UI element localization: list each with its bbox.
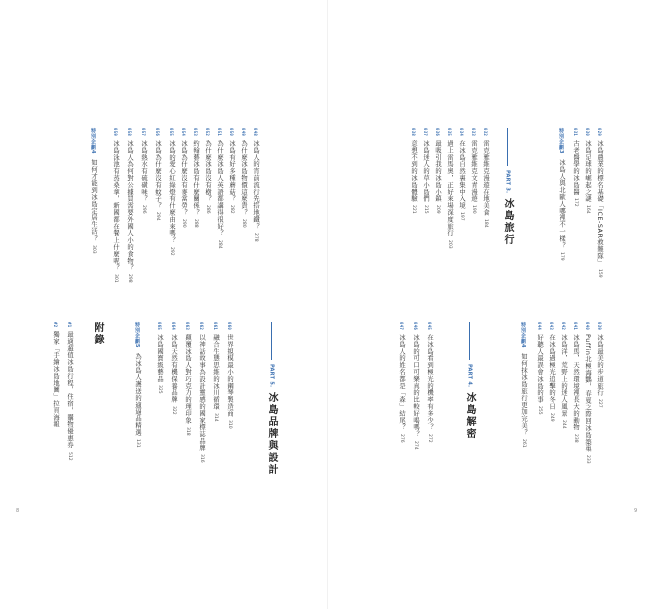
entry-number: 064	[171, 322, 176, 331]
toc-entry[interactable]	[180, 128, 187, 228]
entry-number: 032	[483, 128, 488, 137]
entry-page: 288	[193, 219, 198, 228]
entry-page: 303	[91, 244, 96, 254]
toc-entry[interactable]	[572, 128, 579, 207]
entry-title: 冰島最美的步道旅行	[596, 334, 603, 397]
part-header	[264, 322, 279, 476]
entry-page: 316	[199, 454, 204, 464]
entry-page: 209	[435, 205, 440, 214]
entry-title: 意想不到的冰島體驗	[410, 140, 417, 203]
entry-page: 318	[185, 426, 190, 436]
entry-title: 冰島為什麼沒有蚊子？	[154, 140, 161, 210]
page-gutter	[327, 0, 328, 609]
entry-page: 282	[229, 205, 234, 214]
part-title: 冰島解密	[464, 392, 475, 441]
entry-number: 052	[205, 128, 210, 137]
toc-entry[interactable]	[192, 128, 199, 228]
toc-entry[interactable]	[228, 128, 235, 214]
entry-number: 058	[127, 128, 132, 137]
entry-title: 冰島熱水有硫磺味？	[140, 140, 147, 203]
entry-page: 325	[157, 385, 162, 395]
toc-entry[interactable]	[198, 322, 205, 463]
toc-entry[interactable]	[422, 128, 429, 214]
part-label: PART 3.	[504, 170, 511, 194]
entry-title: 為什麼冰島人英語都講得很好？	[216, 140, 223, 237]
entry-title: 冰島農業的標名基礎「ICE-SAR救難隊」	[596, 140, 603, 267]
toc-entry[interactable]	[560, 322, 567, 429]
toc-entry[interactable]	[204, 128, 211, 214]
entry-number: 038	[411, 128, 416, 137]
part-rule	[507, 128, 508, 166]
entry-title: 冰島人為何對公據買需要外國人小的食物？	[126, 140, 133, 272]
toc-special-entry[interactable]	[90, 128, 97, 253]
entry-number: #2	[53, 322, 58, 328]
entry-title: 冰島為什麼沒有麥當勞？	[180, 140, 187, 217]
entry-title: 冰島天然有機保養品牌	[170, 334, 177, 404]
entry-title: 獨家「手繪冰島地圖」拉頁海報	[52, 331, 59, 429]
entry-number: 048	[253, 128, 258, 137]
entry-number: 029	[597, 128, 602, 137]
entry-number: 030	[585, 128, 590, 137]
entry-title: 雷克雅維克漫遊在地美食	[482, 140, 489, 217]
toc-entry[interactable]	[170, 322, 177, 415]
entry-number: 046	[413, 322, 418, 331]
part-title: 冰島品牌與設計	[266, 392, 277, 477]
toc-special-entry[interactable]	[558, 128, 565, 260]
entry-number: 060	[227, 322, 232, 331]
entry-page: 301	[113, 274, 118, 283]
entry-title: 如何才能到冰島定居生活？	[90, 158, 97, 242]
toc-entry[interactable]	[398, 322, 405, 442]
entry-number: 051	[217, 128, 222, 137]
entry-title: 冰島人的宵前流行先搭地鐵？	[252, 140, 259, 230]
entry-title: 最吸引我的冰島小鎮	[434, 140, 441, 203]
entry-title: 過上雷馬奧，正好來場深度旅行	[446, 140, 453, 237]
entry-number: 034	[459, 128, 464, 137]
toc-entry[interactable]	[584, 128, 591, 214]
part-header	[500, 128, 515, 246]
entry-number: 056	[155, 128, 160, 137]
entry-title: Puffin北極海鸚，春夏之際回冰島築巢	[584, 334, 591, 453]
toc-entry[interactable]	[154, 128, 161, 221]
appendix-title: 附錄	[92, 322, 103, 346]
entry-number: 057	[141, 128, 146, 137]
toc-entry[interactable]	[482, 128, 489, 228]
toc-entry[interactable]	[536, 322, 543, 415]
entry-page: 512	[67, 451, 72, 461]
special-label: 特別企劃5	[134, 322, 140, 348]
toc-entry[interactable]	[434, 128, 441, 214]
toc-entry[interactable]	[252, 128, 259, 241]
toc-entry[interactable]	[410, 128, 417, 214]
entry-number: 035	[447, 128, 452, 137]
entry-title: 為什麼冰島物價這麼貴？	[240, 140, 247, 217]
entry-page: 280	[241, 219, 246, 228]
appendix-entry[interactable]	[66, 322, 73, 460]
entry-title: 冰島的愛心紅綠燈有什麼由來嗎？	[168, 140, 175, 244]
toc-entry[interactable]	[240, 128, 247, 228]
entry-page: 296	[141, 205, 146, 214]
entry-page: 286	[205, 205, 210, 214]
toc-entry[interactable]	[184, 322, 191, 435]
entry-page: 164	[585, 205, 590, 214]
entry-title: 最適超值冰島行程，住宿，購物優惠券	[66, 331, 73, 449]
entry-number: 047	[399, 322, 404, 331]
page-number-left: 8	[16, 508, 20, 514]
toc-entry[interactable]	[548, 322, 555, 422]
entry-title: 冰島迷人的草小島們	[422, 140, 429, 203]
toc-entry[interactable]	[584, 322, 591, 464]
entry-title: 冰島國寶級藝品	[156, 334, 163, 383]
entry-number: 061	[213, 322, 218, 331]
entry-number: 053	[193, 128, 198, 137]
entry-page: 276	[399, 433, 404, 443]
entry-title: 好聽人最誤會冰島的事	[536, 334, 543, 404]
toc-entry[interactable]	[470, 128, 477, 214]
entry-title: 融合生態思維的冰川循環	[212, 334, 219, 411]
special-label: 特別企劃3	[558, 128, 564, 154]
entry-page: 227	[597, 399, 602, 408]
entry-page: 131	[135, 438, 140, 448]
appendix-header	[90, 322, 105, 346]
entry-number: 065	[157, 322, 162, 331]
entry-number: 039	[597, 322, 602, 331]
entry-page: 203	[447, 239, 452, 249]
entry-number: 036	[435, 128, 440, 137]
entry-page: 322	[171, 406, 176, 415]
entry-number: 033	[471, 128, 476, 137]
toc-entry[interactable]	[596, 128, 603, 278]
entry-page: 278	[253, 232, 258, 242]
toc-entry[interactable]	[168, 128, 175, 255]
entry-number: 062	[199, 322, 204, 331]
toc-entry[interactable]	[412, 322, 419, 449]
entry-title: 冰島洋，荒野上的迷人風景	[560, 334, 567, 417]
part-rule	[469, 322, 470, 360]
toc-special-entry[interactable]	[520, 322, 527, 447]
entry-number: 037	[423, 128, 428, 137]
entry-number: 044	[537, 322, 542, 331]
part-header	[462, 322, 477, 440]
toc-entry[interactable]	[572, 322, 579, 442]
toc-entry[interactable]	[226, 322, 233, 429]
entry-page: 261	[521, 438, 526, 448]
part-label: PART 4.	[466, 364, 473, 388]
entry-number: 040	[585, 322, 590, 331]
entry-page: 298	[127, 274, 132, 283]
entry-number: 043	[549, 322, 554, 331]
entry-page: 272	[427, 433, 432, 443]
appendix-entry[interactable]	[52, 322, 59, 428]
toc-entry[interactable]	[596, 322, 603, 408]
entry-number: 049	[241, 128, 246, 137]
entry-title: 冰島人的姓名都是「森」結尾？	[398, 334, 405, 431]
part-title: 冰島旅行	[502, 198, 513, 247]
entry-page: 221	[411, 205, 416, 214]
entry-number: 063	[185, 322, 190, 331]
entry-title: 為什麼冰島沒有樹？	[204, 140, 211, 203]
entry-page: 215	[423, 205, 428, 214]
entry-page: 172	[573, 198, 578, 207]
entry-page: 292	[169, 246, 174, 256]
entry-page: 274	[413, 440, 418, 450]
special-label: 特別企劃4	[90, 128, 96, 154]
entry-page: 233	[585, 455, 590, 464]
toc-entry[interactable]	[140, 128, 147, 214]
entry-number: 045	[427, 322, 432, 331]
page-number-right: 9	[634, 508, 638, 514]
entry-title: 冰島有好多種蘑菇？	[228, 140, 235, 203]
toc-entry[interactable]	[126, 128, 133, 283]
entry-page: 310	[227, 419, 232, 429]
entry-page: 294	[155, 212, 160, 221]
entry-number: 050	[229, 128, 234, 137]
entry-title: 顛覆冰島人對巧克力的理印象	[184, 334, 191, 424]
entry-title: 如何抹冰島旅行更加完美？	[520, 352, 527, 436]
entry-title: 在冰島過極光追擊的冬日	[548, 334, 555, 411]
entry-title: 冰島泳池有蒸桑拿，新國都在餐上什麼呢？	[112, 140, 119, 272]
entry-title: 雷克雅維克文青漫遊	[470, 140, 477, 203]
entry-page: 244	[561, 419, 566, 429]
entry-title: 世界規模最小的鋼琴製造商	[226, 334, 233, 417]
entry-title: 古老醫學的冰島醫	[572, 140, 579, 196]
toc-entry[interactable]	[426, 322, 433, 442]
entry-title: 冰島人與北歐人哪裡不一樣？	[558, 158, 565, 249]
entry-page: 159	[597, 269, 602, 278]
toc-entry[interactable]	[446, 128, 453, 248]
toc-entry[interactable]	[216, 128, 223, 248]
entry-number: 054	[181, 128, 186, 137]
toc-entry[interactable]	[458, 128, 465, 221]
toc-special-entry[interactable]	[134, 322, 141, 447]
entry-number: #1	[67, 322, 72, 328]
entry-page: 290	[181, 219, 186, 228]
entry-page: 197	[459, 212, 464, 221]
entry-page: 190	[471, 205, 476, 214]
entry-title: 在冰島看到極光的機率有多少？	[426, 334, 433, 431]
entry-page: 284	[217, 239, 222, 249]
entry-title: 冰島的可口可樂真的比較好喝嗎？	[412, 334, 419, 438]
toc-entry[interactable]	[112, 128, 119, 283]
entry-number: 041	[573, 322, 578, 331]
entry-title: 冰島足球的崛起之謎	[584, 140, 591, 203]
entry-title: 冰島馬，天然環境裡長大的動物	[572, 334, 579, 431]
entry-number: 042	[561, 322, 566, 331]
entry-title: 在冰島自然裏集中入境	[458, 140, 465, 210]
entry-page: 249	[549, 413, 554, 422]
toc-entry[interactable]	[212, 322, 219, 422]
part-rule	[271, 322, 272, 360]
entry-page: 179	[559, 251, 564, 261]
entry-number: 059	[113, 128, 118, 137]
entry-title: 以神話故事為設計靈感的國家標誌品牌	[198, 334, 205, 452]
toc-entry[interactable]	[156, 322, 163, 394]
entry-page: 184	[483, 219, 488, 228]
part-label: PART 5.	[268, 364, 275, 388]
entry-page: 255	[537, 406, 542, 415]
entry-title: 為冰島人護送的適逼品精選	[134, 352, 141, 436]
entry-page: 314	[213, 413, 218, 422]
entry-page: 238	[573, 433, 578, 443]
special-label: 特別企劃4	[520, 322, 526, 348]
entry-number: 031	[573, 128, 578, 137]
entry-title: 約翰藝冰島有什麼關係？	[192, 140, 199, 217]
entry-number: 055	[169, 128, 174, 137]
